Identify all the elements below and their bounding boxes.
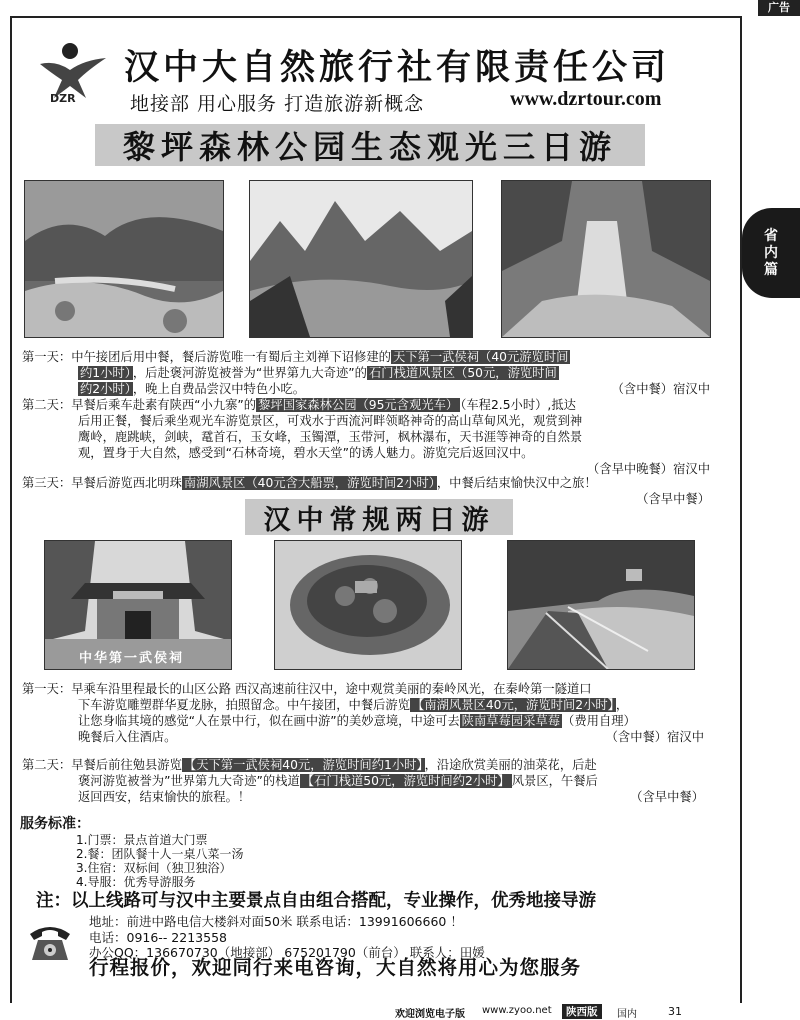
tour1-day1-meal: （含中餐）宿汉中: [611, 382, 710, 396]
highlight: 约1小时）: [80, 366, 131, 380]
tour1-title: 黎坪森林公园生态观光三日游: [95, 124, 645, 166]
telephone-icon: [24, 918, 76, 966]
tour2-day2-line: 返回西安，结束愉快的旅程。！: [78, 790, 251, 804]
tour1-day1-line: 约2小时） ，晚上自费品尝汉中特色小吃。: [80, 382, 306, 396]
tour2-day1-line: 让您身临其境的感觉“人在景中行，似在画中游”的美妙意境，中途可去 陕南草莓园采草莓 （费用自理）: [78, 714, 636, 728]
footer-read-label: 欢迎浏览电子版: [395, 1009, 465, 1020]
tour1-day2-line: 鹰岭，鹿跳峡，剑峡，鼋首石，玉女峰，玉镯潭，玉带河，枫林瀑布，天书涯等神奇的自然景: [78, 430, 583, 444]
highlight: 陕南草莓园采草莓: [461, 714, 561, 728]
tour1-day1: 第一天：中午接团后用中餐，餐后游览唯一有蜀后主刘禅下诏修建的 天下第一武侯祠（40元游览时间: [22, 350, 569, 364]
call-to-action: 行程报价，欢迎同行来电咨询，大自然将用心为您服务: [89, 956, 582, 979]
tour2-title: 汉中常规两日游: [245, 499, 513, 535]
service-item: 4.导服：优秀导游服务: [76, 875, 196, 889]
tour2-day1: 第一天：早乘车沿里程最长的山区公路 西汉高速前往汉中，途中观赏美丽的秦岭风光，在秦岭第一隧道口: [22, 682, 592, 696]
highlight: 约2小时）: [80, 382, 131, 396]
tour1-day1-line: 约1小时） ，后赴褒河游览被誉为“世界第九大奇迹”的 石门栈道风景区（50元，游览时间: [80, 366, 557, 380]
highlight: 【南湖风景区40元，游览时间2小时】: [412, 698, 614, 712]
service-title: 服务标准：: [20, 816, 90, 832]
tour1-day2-line: 观，置身于大自然，感受到“石林奇境，碧水天堂”的诱人魅力。游览完后返回汉中。: [78, 446, 534, 460]
photo-caption: 中华第一武侯祠: [79, 651, 185, 666]
highlight: 【天下第一武侯祠40元，游览时间约1小时】: [183, 758, 423, 772]
tour1-day3-meal: （含早中餐）: [636, 492, 710, 506]
tour2-day2: 第二天：早餐后前往勉县游览 【天下第一武侯祠40元，游览时间约1小时】 ，沿途欣赏美丽的油菜花，后赴: [22, 758, 597, 772]
photo-plank-road: [507, 540, 695, 670]
contact-phone[interactable]: 电话：0916-- 2213558: [89, 930, 227, 945]
tour1-day2: 第二天：早餐后乘车赴素有陕西“小九寨”的 黎坪国家森林公园（95元含观光车） （车程2.5小时）,抵达: [22, 398, 576, 412]
service-item: 1.门票：景点首道大门票: [76, 833, 208, 847]
highlight: 石门栈道风景区（50元，游览时间: [368, 366, 557, 380]
photo-mountain-peaks: [249, 180, 473, 338]
company-logo: [36, 40, 108, 104]
tour1-day3: 第三天：早餐后游览西北明珠 南湖风景区（40元含大船票，游览时间2小时） ，中餐后结束愉快汉中之旅！: [22, 476, 597, 490]
section-tab[interactable]: 省 内 篇: [742, 208, 800, 298]
tour2-day2-meal: （含早中餐）: [630, 790, 704, 804]
service-item: 2.餐：团队餐十人一桌八菜一汤: [76, 847, 244, 861]
tour1-day2-meal: （含早中晚餐）宿汉中: [587, 462, 710, 476]
highlight: 【石门栈道50元，游览时间约2小时】: [301, 774, 510, 788]
service-item: 3.住宿：双标间（独卫独浴）: [76, 861, 232, 875]
highlight: 天下第一武侯祠（40元游览时间: [392, 350, 569, 364]
ad-tag: 广告: [758, 0, 800, 16]
footer-site[interactable]: www.zyoo.net: [482, 1005, 552, 1016]
page-number: 31: [668, 1005, 682, 1018]
logo-text: DZR: [50, 92, 76, 104]
highlight: 南湖风景区（40元含大船票，游览时间2小时）: [183, 476, 435, 490]
highlight: 黎坪国家森林公园（95元含观光车）: [258, 398, 459, 412]
footer-section: 国内: [617, 1009, 637, 1020]
tour1-day2-line: 后用正餐，餐后乘坐观光车游览景区，可戏水于西流河畔领略神奇的高山草甸风光，观赏到神: [78, 414, 583, 428]
website-link[interactable]: www.dzrtour.com: [510, 88, 662, 110]
photo-wuhou-temple: [44, 540, 232, 670]
tour2-day1-line: 下车游览雕塑群华夏龙脉，拍照留念。中午接团，中餐后游览 【南湖风景区40元，游览时间2小时】 ，: [78, 698, 629, 712]
page-footer: [0, 1003, 800, 1018]
footer-edition-badge: 陕西版: [562, 1004, 602, 1019]
photo-lake-island: [274, 540, 462, 670]
tour2-day1-meal: （含中餐）宿汉中: [605, 730, 704, 744]
note: 注：以上线路可与汉中主要景点自由组合搭配，专业操作，优秀地接导游: [36, 891, 596, 911]
contact-qq: 办公QQ：136670730（地接部） 675201790（前台） 联系人：田媛: [89, 945, 485, 960]
company-name: 汉中大自然旅行社有限责任公司: [124, 48, 671, 88]
tour2-day1-line: 晚餐后入住酒店。: [78, 730, 177, 744]
contact-address: 地址：前进中路电信大楼斜对面50米 联系电话：13991606660 ！: [89, 914, 463, 929]
slogan: 地接部 用心服务 打造旅游新概念: [130, 93, 425, 115]
tour2-day2-line: 褒河游览被誉为”世界第九大奇迹”的栈道 【石门栈道50元，游览时间约2小时】 风景区，午餐后: [78, 774, 598, 788]
photo-forest-stream: [24, 180, 224, 338]
photo-waterfall: [501, 180, 711, 338]
